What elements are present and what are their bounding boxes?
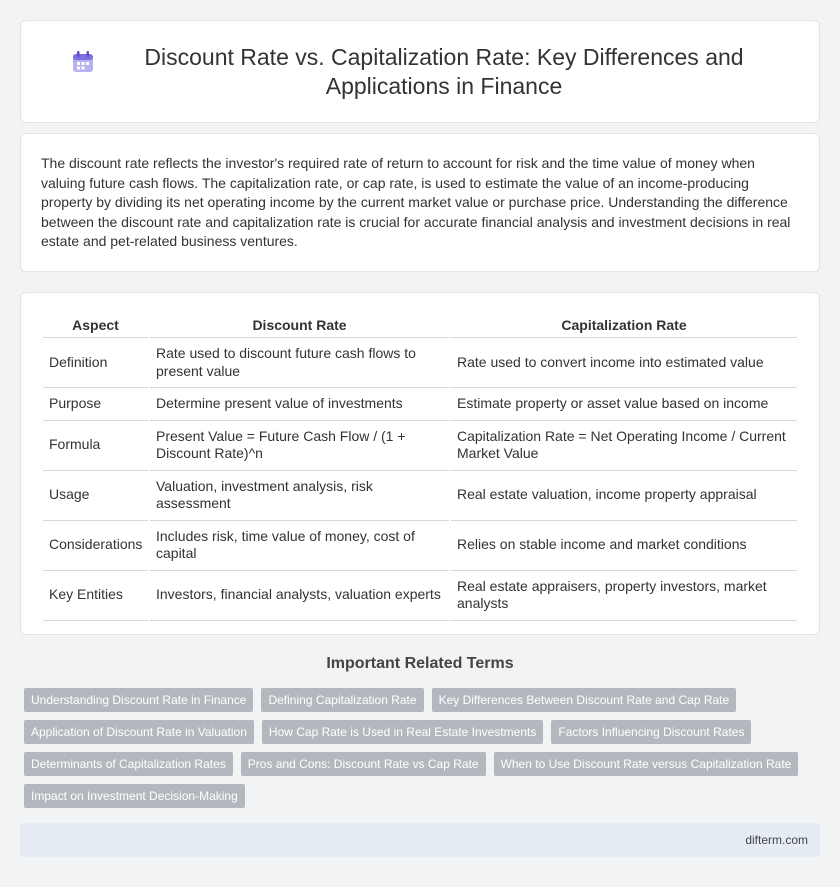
row-capitalization-rate: Real estate appraisers, property investors, market analysts: [451, 571, 797, 621]
row-capitalization-rate: Capitalization Rate = Net Operating Income / Current Market Value: [451, 421, 797, 471]
row-discount-rate: Valuation, investment analysis, risk assessment: [150, 471, 449, 521]
comparison-table: [41, 311, 799, 621]
header-card: [20, 20, 820, 123]
intro-card: [20, 133, 820, 272]
related-term-tag[interactable]: Factors Influencing Discount Rates: [551, 720, 751, 744]
row-discount-rate: Determine present value of investments: [150, 388, 449, 421]
row-capitalization-rate: Real estate valuation, income property appraisal: [451, 471, 797, 521]
row-capitalization-rate: Estimate property or asset value based on income: [451, 388, 797, 421]
related-term-tag[interactable]: Pros and Cons: Discount Rate vs Cap Rate: [241, 752, 486, 776]
related-term-tag[interactable]: Defining Capitalization Rate: [261, 688, 423, 712]
header-aspect: Aspect: [43, 311, 148, 338]
related-terms-title: Important Related Terms: [326, 655, 514, 672]
row-capitalization-rate: Rate used to convert income into estimated value: [451, 338, 797, 388]
table-row: [43, 421, 797, 471]
related-term-tag[interactable]: When to Use Discount Rate versus Capitalization Rate: [494, 752, 799, 776]
row-aspect: Key Entities: [43, 571, 148, 621]
comparison-card: [20, 292, 820, 635]
header: [70, 43, 770, 101]
table-header-row: [43, 311, 797, 338]
related-term-tag[interactable]: Understanding Discount Rate in Finance: [24, 688, 253, 712]
header-capitalization-rate: Capitalization Rate: [451, 311, 797, 338]
related-term-tag[interactable]: Impact on Investment Decision-Making: [24, 784, 245, 808]
site-link[interactable]: difterm.com: [745, 833, 808, 847]
page-title: Discount Rate vs. Capitalization Rate: Key Differences and Applications in Finance: [144, 43, 744, 99]
row-aspect: Definition: [43, 338, 148, 388]
row-aspect: Formula: [43, 421, 148, 471]
related-term-tag[interactable]: Determinants of Capitalization Rates: [24, 752, 233, 776]
row-discount-rate: Rate used to discount future cash flows to present value: [150, 338, 449, 388]
related-term-tag[interactable]: Application of Discount Rate in Valuation: [24, 720, 254, 744]
related-term-tag[interactable]: Key Differences Between Discount Rate and Cap Rate: [432, 688, 737, 712]
row-aspect: Usage: [43, 471, 148, 521]
header-discount-rate: Discount Rate: [150, 311, 449, 338]
table-row: [43, 388, 797, 421]
calendar-icon: [70, 49, 96, 75]
table-row: [43, 471, 797, 521]
table-row: [43, 571, 797, 621]
row-discount-rate: Includes risk, time value of money, cost of capital: [150, 521, 449, 571]
row-aspect: Considerations: [43, 521, 148, 571]
table-row: [43, 338, 797, 388]
related-terms-list: [24, 688, 820, 816]
related-term-tag[interactable]: How Cap Rate is Used in Real Estate Investments: [262, 720, 543, 744]
row-discount-rate: Present Value = Future Cash Flow / (1 + Discount Rate)^n: [150, 421, 449, 471]
footer: [20, 823, 820, 857]
table-row: [43, 521, 797, 571]
intro-paragraph: The discount rate reflects the investor's required rate of return to account for risk and the time value of money when valuing future cash flows. The capitalization rate, or cap rate, is used to estimate the value of an income-producing property by dividing its net operating income by the current market value or purchase price. Understanding the difference between the discount rate and capitalization rate is crucial for accurate financial analysis and investment decisions in real estate and pet-related business ventures.: [41, 155, 791, 250]
row-discount-rate: Investors, financial analysts, valuation experts: [150, 571, 449, 621]
row-capitalization-rate: Relies on stable income and market conditions: [451, 521, 797, 571]
row-aspect: Purpose: [43, 388, 148, 421]
